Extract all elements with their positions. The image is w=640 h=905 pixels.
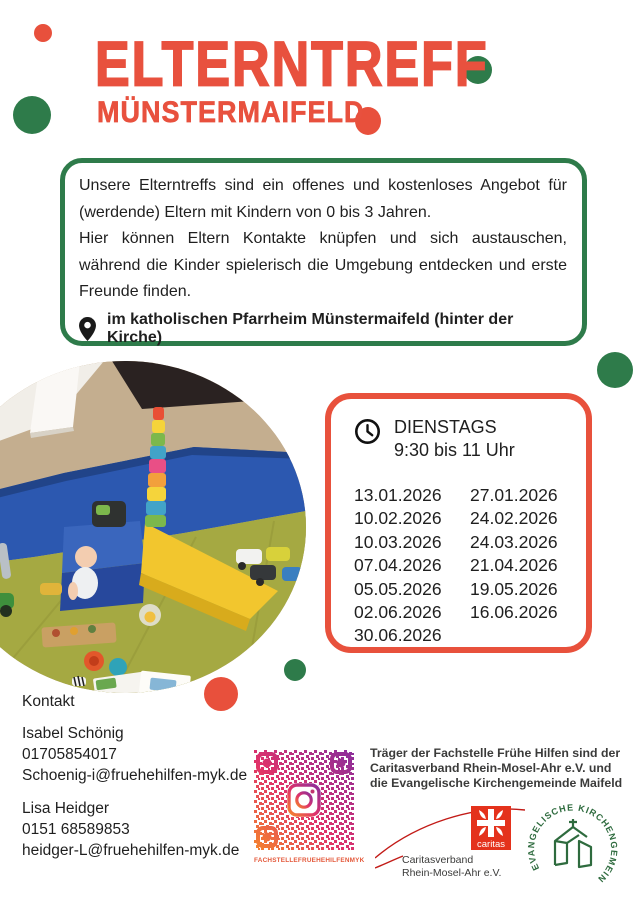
schedule-box: [325, 393, 592, 653]
contact-heading: Kontakt: [22, 693, 75, 710]
contact-phone: 01705854017: [22, 746, 117, 763]
location-text: im katholischen Pfarrheim Münstermaifeld (hinter der Kirche): [107, 310, 514, 346]
page-title: ELTERNTREFF: [95, 29, 489, 100]
sponsor-line: Träger der Fachstelle Frühe Hilfen sind der: [370, 746, 621, 760]
date-item: 10.03.2026: [354, 531, 442, 552]
date-item: 27.01.2026: [470, 485, 558, 505]
contact-email: heidger-L@fruehehilfen-myk.de: [22, 842, 240, 859]
date-item: 30.06.2026: [354, 625, 442, 646]
sponsor-line: die Evangelische Kirchengemeinde Maifeld: [370, 776, 623, 790]
date-item: 24.02.2026: [470, 508, 558, 529]
church-logo-text: EVANGELISCHE KIRCHENGEMEINDE MAIFELD: [526, 802, 620, 885]
date-item: 24.03.2026: [470, 531, 558, 552]
dates-column-2: [470, 484, 576, 648]
sponsor-text: [370, 746, 622, 791]
playroom-photo-scene: [0, 361, 306, 693]
decor-dot-green-photo: [284, 659, 306, 681]
contact-name: Isabel Schönig: [22, 725, 124, 742]
svg-text:EVANGELISCHE KIRCHENGEMEINDE: [526, 802, 619, 884]
caritas-name: Caritasverband Rhein-Mosel-Ahr e.V.: [402, 854, 502, 879]
dates-column-1: [354, 484, 460, 648]
date-item: 21.04.2026: [470, 555, 558, 576]
schedule-header: [354, 416, 576, 462]
page-subtitle: MÜNSTERMAIFELD: [97, 96, 365, 129]
intro-box: [60, 158, 587, 346]
date-item: 19.05.2026: [470, 578, 558, 599]
church-logo-graphic: [524, 799, 622, 899]
contact-section: [22, 692, 247, 873]
date-item: 05.05.2026: [354, 578, 442, 599]
dates-list: [354, 484, 576, 648]
schedule-day: DIENSTAGS: [394, 417, 497, 437]
contact-phone: 0151 68589853: [22, 821, 130, 838]
intro-paragraph-2: Hier können Eltern Kontakte knüpfen und sich austauschen, während die Kinder spielerisch die Umgebung entdecken und erste Freunde finden.: [79, 230, 567, 300]
schedule-time: 9:30 bis 11 Uhr: [394, 440, 515, 460]
contact-person-2: [22, 798, 247, 861]
contact-person-1: [22, 723, 247, 786]
decor-dot-red-small: [34, 24, 52, 42]
contact-email: Schoenig-i@fruehehilfen-myk.de: [22, 767, 248, 784]
qr-code: [254, 750, 354, 850]
qr-caption: FACHSTELLEFRUEHEHILFENMYK: [254, 857, 365, 864]
caritas-logo: [375, 796, 525, 884]
date-item: 10.02.2026: [354, 508, 442, 529]
decor-dot-green-right: [597, 352, 633, 388]
clock-icon: [354, 418, 381, 445]
church-logo: [524, 799, 622, 899]
caritas-wordmark: caritas: [477, 839, 505, 850]
sponsor-line: Caritasverband Rhein-Mosel-Ahr e.V. und: [370, 761, 612, 775]
date-item: 13.01.2026: [354, 485, 442, 505]
date-item: 16.06.2026: [470, 602, 558, 623]
decor-dot-green-left: [13, 96, 51, 134]
date-item: 07.04.2026: [354, 555, 442, 576]
qr-block: [254, 750, 365, 864]
date-item: 02.06.2026: [354, 602, 442, 623]
instagram-icon: [289, 785, 319, 815]
location-pin-icon: [79, 317, 96, 341]
intro-paragraph-1: Unsere Elterntreffs sind ein offenes und kostenloses Angebot für (werdende) Eltern mit Kindern von 0 bis 3 Jahren.: [79, 177, 567, 221]
playroom-photo: [0, 361, 306, 693]
location-row: [79, 311, 567, 347]
contact-name: Lisa Heidger: [22, 800, 110, 817]
